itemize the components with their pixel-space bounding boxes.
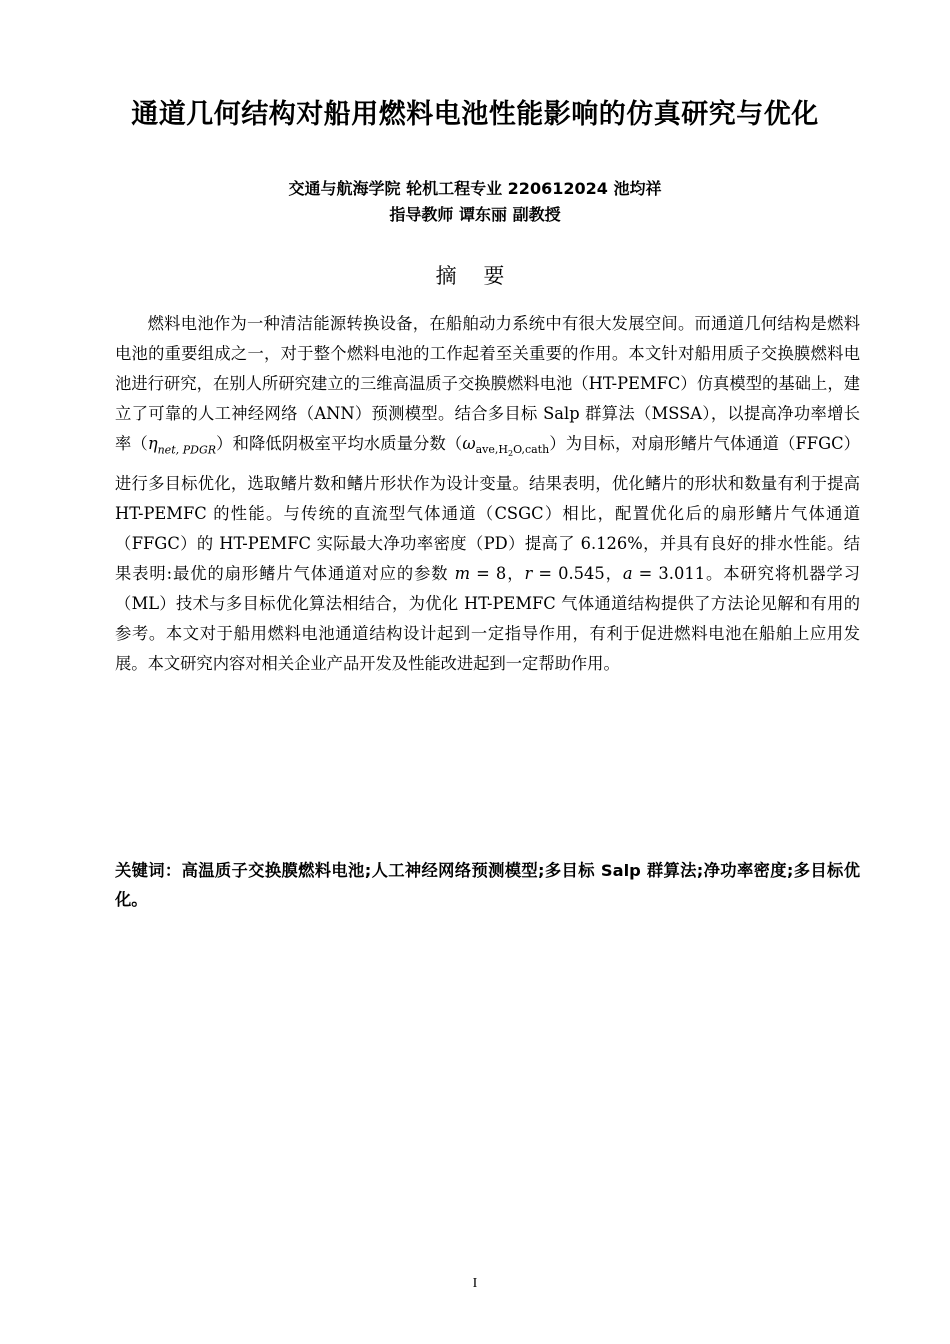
omega-subscript-2: 2 (508, 449, 514, 459)
keywords-block (115, 856, 860, 914)
abstract-text-part2: ）和降低阴极室平均水质量分数（ (216, 434, 463, 453)
eta-symbol: η (147, 434, 158, 453)
param-m-symbol: m (454, 564, 471, 584)
omega-symbol: ω (462, 434, 476, 453)
abstract-text-part1: 燃料电池作为一种清洁能源转换设备，在船舶动力系统中有很大发展空间。而通道几何结构是燃料电池的重要组成之一，对于整个燃料电池的工作起着至关重要的作用。本文针对船用质子交换膜燃料电池进行研究，在别人所研究建立的三维高温质子交换膜燃料电池（HT-PEMFC）仿真模型的基础上，建立了可靠的人工神经网络（ANN）预测模型。结合多目标 Salp 群算法（MSSA），以提高净功率增长率（ (115, 314, 860, 453)
advisor-line: 指导教师 谭东丽 副教授 (389, 205, 561, 224)
abstract-body (115, 309, 860, 679)
abstract-text-part3: ）为目标，对扇形鳍片气体通道（FFGC）进行多目标优化，选取鳍片数和鳍片形状作为设计变量。结果表明，优化鳍片的形状和数量有利于提高 HT-PEMFC 的性能。与传统的直流型气体通道（CSGC）相比，配置优化后的扇形鳍片气体通道（FFGC）的 HT-PEMFC 实际最大净功率密度（PD）提高了 6.126%，并具有良好的排水性能。结果表明:最优的扇形鳍片气体通道对应的参数 (115, 434, 860, 584)
keywords-text: 高温质子交换膜燃料电池;人工神经网络预测模型;多目标 Salp 群算法;净功率密度;多目标优化。 (115, 861, 860, 909)
param-r-symbol: r (524, 564, 533, 584)
keywords-label: 关键词： (115, 861, 182, 880)
param-a-value: = 3.011 (632, 564, 706, 584)
thesis-title: 通道几何结构对船用燃料电池性能影响的仿真研究与优化 (131, 99, 819, 130)
abstract-heading: 摘 要 (435, 264, 515, 288)
param-m-value: = 8， (470, 564, 525, 584)
param-r-value: = 0.545， (532, 564, 623, 584)
omega-subscript (475, 443, 550, 459)
page-number: I (472, 1276, 478, 1291)
author-line: 交通与航海学院 轮机工程专业 220612024 池均祥 (288, 179, 662, 198)
eta-subscript: net, PDGR (157, 443, 217, 457)
param-a-symbol: a (622, 564, 633, 584)
abstract-text-part4: 。本研究将机器学习（ML）技术与多目标优化算法相结合，为优化 HT-PEMFC 气体通道结构提供了方法论见解和有用的参考。本文对于船用燃料电池通道结构设计起到一定指导作用，有利于促进燃料电池在船舶上应用发展。本文研究内容对相关企业产品开发及性能改进起到一定帮助作用。 (115, 564, 860, 674)
omega-subscript-b: O,cath (513, 443, 550, 457)
omega-subscript-a: ave,H (475, 443, 508, 457)
